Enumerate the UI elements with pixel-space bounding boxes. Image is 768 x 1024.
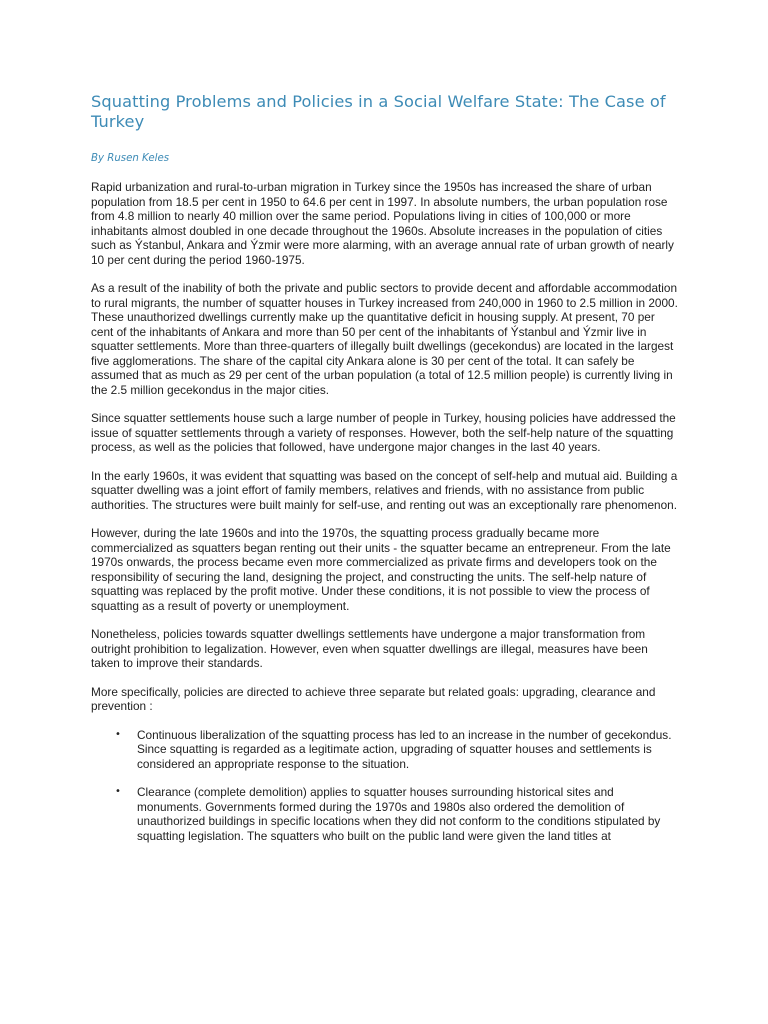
paragraph: However, during the late 1960s and into the 1970s, the squatting process gradually became more commercialized as squatters began renting out their units - the squatter became an entrepreneur. From the late 1970s onwards, the process became even more commercialized as private firms and developers took on the responsibility of securing the land, designing the project, and constructing the units. The self-help nature of squatting was replaced by the profit motive. Under these conditions, it is not possible to view the process of squatting as a result of poverty or unemployment.: [91, 526, 671, 613]
list-item-text: Clearance (complete demolition) applies to squatter houses surrounding historical sites and monuments. Governments formed during the 1970s and 1980s also ordered the demolition of unauthorized buildings in specific locations when they did not conform to the conditions stipulated by squatting legislation. The squatters who built on the public land were given the land titles at: [137, 785, 661, 843]
list-item: [91, 728, 679, 772]
paragraph: Since squatter settlements house such a large number of people in Turkey, housing policies have addressed the issue of squatter settlements through a variety of responses. However, both the self-help nature of the squatting process, as well as the policies that followed, have undergone major changes in the last 40 years.: [91, 411, 676, 454]
paragraph: More specifically, policies are directed to achieve three separate but related goals: upgrading, clearance and prevention :: [91, 684, 656, 713]
list-item: [91, 785, 679, 843]
article: [91, 92, 679, 843]
paragraph: Rapid urbanization and rural-to-urban migration in Turkey since the 1950s has increased the share of urban population from 18.5 per cent in 1950 to 64.6 per cent in 1997. In absolute numbers, the urban population rose from 4.8 million to nearly 40 million over the same period. Populations living in cities of 100,000 or more inhabitants almost doubled in one decade throughout the 1960s. Absolute increases in the population of cities such as Ýstanbul, Ankara and Ýzmir were more alarming, with an average annual rate of urban growth of nearly 10 per cent during the period 1960-1975.: [91, 180, 674, 267]
paragraph: Nonetheless, policies towards squatter dwellings settlements have undergone a major transformation from outright prohibition to legalization. However, even when squatter dwellings are illegal, measures have been taken to improve their standards.: [91, 627, 648, 670]
article-title: Squatting Problems and Policies in a Social Welfare State: The Case of Turkey: [91, 92, 666, 131]
paragraph: As a result of the inability of both the private and public sectors to provide decent and affordable accommodation to rural migrants, the number of squatter houses in Turkey increased from 240,000 in 1960 to 2.5 million in 2000. These unauthorized dwellings currently make up the quantitative deficit in housing supply. At present, 70 per cent of the inhabitants of Ankara and more than 50 per cent of the inhabitants of Ýstanbul and Ýzmir live in squatter settlements. More than three-quarters of illegally built dwellings (gecekondus) are located in the largest five agglomerations. The share of the capital city Ankara alone is 30 per cent of the total. It can safely be assumed that as much as 29 per cent of the urban population (a total of 12.5 million people) is currently living in the 2.5 million gecekondus in the major cities.: [91, 281, 678, 397]
bullet-icon: •: [115, 728, 121, 740]
article-byline: By Rusen Keles: [91, 153, 170, 164]
paragraph: In the early 1960s, it was evident that squatting was based on the concept of self-help and mutual aid. Building a squatter dwelling was a joint effort of family members, relatives and friends, with no assistance from public authorities. The structures were built mainly for self-use, and renting out was an exceptionally rare phenomenon.: [91, 468, 678, 512]
bullet-icon: •: [115, 786, 121, 797]
article-body: [91, 180, 679, 843]
policy-list: [91, 728, 679, 844]
list-item-text: Continuous liberalization of the squatting process has led to an increase in the number of gecekondus. Since squatting is regarded as a legitimate action, upgrading of squatter houses and settlements is considered an appropriate response to the situation.: [137, 727, 672, 771]
